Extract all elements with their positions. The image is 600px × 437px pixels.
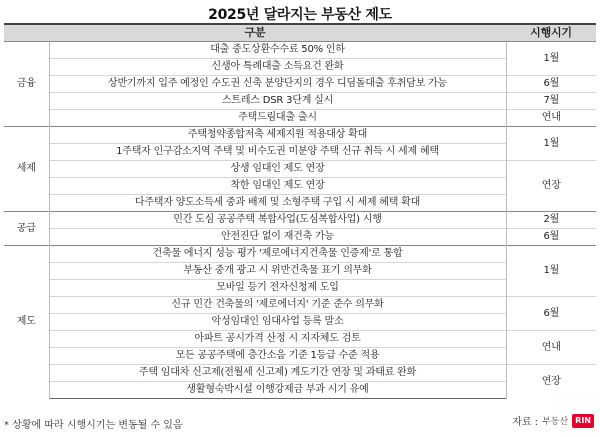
item-cell: 1주택자 인구감소지역 주택 및 비수도권 미분양 주택 신규 취득 시 세제 혜택 — [49, 144, 506, 161]
timing-cell: 연장 — [506, 161, 596, 212]
table-row — [4, 229, 596, 246]
table-row — [4, 76, 596, 93]
item-cell: 주택 임대차 신고제(전월세 신고제) 계도기간 연장 및 과태료 완화 — [49, 365, 506, 382]
item-cell: 다주택자 양도소득세 중과 배제 및 소형주택 구입 시 세제 혜택 확대 — [49, 195, 506, 212]
timing-cell: 6월 — [506, 76, 596, 93]
table-row — [4, 93, 596, 110]
item-cell: 상생 임대인 제도 연장 — [49, 161, 506, 178]
source-credit — [512, 413, 594, 428]
timing-cell: 6월 — [506, 297, 596, 331]
item-cell: 대출 중도상환수수료 50% 인하 — [49, 42, 506, 59]
source-label: 자료 : — [512, 417, 539, 428]
item-cell: 착한 임대인 제도 연장 — [49, 178, 506, 195]
item-cell: 상반기까지 입주 예정인 수도권 신축 분양단지의 경우 디딤돌대출 후취담보 가능 — [49, 76, 506, 93]
item-cell: 스트레스 DSR 3단계 실시 — [49, 93, 506, 110]
category-cell: 제도 — [4, 246, 49, 399]
policy-table — [4, 23, 596, 399]
item-cell: 주택청약종합저축 세제지원 적용대상 확대 — [49, 127, 506, 144]
table-row — [4, 212, 596, 229]
item-cell: 주택드림대출 출시 — [49, 110, 506, 127]
table-row — [4, 42, 596, 59]
item-cell: 모든 공공주택에 층간소음 기준 1등급 수준 적용 — [49, 348, 506, 365]
item-cell: 건축물 에너지 성능 평가 '제로에너지건축물 인증제'로 통합 — [49, 246, 506, 263]
table-row — [4, 297, 596, 314]
timing-cell: 연내 — [506, 331, 596, 365]
timing-cell: 1월 — [506, 127, 596, 161]
table-row — [4, 365, 596, 382]
table-row — [4, 331, 596, 348]
item-cell: 신생아 특례대출 소득요건 완화 — [49, 59, 506, 76]
timing-cell: 1월 — [506, 246, 596, 297]
item-cell: 신규 민간 건축물의 '제로에너지' 기준 준수 의무화 — [49, 297, 506, 314]
timing-cell: 연내 — [506, 110, 596, 127]
header-category: 구분 — [4, 24, 506, 42]
item-cell: 부동산 중개 광고 시 위반건축물 표기 의무화 — [49, 263, 506, 280]
timing-cell: 연장 — [506, 365, 596, 399]
item-cell: 아파트 공시가격 산정 시 지자체도 검토 — [49, 331, 506, 348]
category-cell: 금융 — [4, 42, 49, 127]
table-body — [4, 42, 596, 399]
category-cell: 공급 — [4, 212, 49, 246]
page-title: 2025년 달라지는 부동산 제도 — [208, 7, 392, 23]
category-cell: 세제 — [4, 127, 49, 212]
table-row — [4, 161, 596, 178]
timing-cell: 1월 — [506, 42, 596, 76]
table-row — [4, 110, 596, 127]
header-timing: 시행시기 — [506, 24, 596, 42]
item-cell: 안전진단 없이 재건축 가능 — [49, 229, 506, 246]
timing-cell: 7월 — [506, 93, 596, 110]
table-row — [4, 246, 596, 263]
timing-cell: 2월 — [506, 212, 596, 229]
item-cell: 악성임대인 임대사업 등록 말소 — [49, 314, 506, 331]
source-logo-text: 부동산 — [542, 417, 569, 427]
footnote: * 상황에 따라 시행시기는 변동될 수 있음 — [4, 420, 183, 431]
item-cell: 민간 도심 공공주택 복합사업(도심복합사업) 시행 — [49, 212, 506, 229]
source-logo-badge: RIN — [572, 414, 594, 428]
item-cell: 모바일 등기 전자신청제 도입 — [49, 280, 506, 297]
timing-cell: 6월 — [506, 229, 596, 246]
item-cell: 생활형숙박시설 이행강제금 부과 시기 유예 — [49, 382, 506, 399]
table-row — [4, 127, 596, 144]
table-header-row — [4, 24, 596, 42]
